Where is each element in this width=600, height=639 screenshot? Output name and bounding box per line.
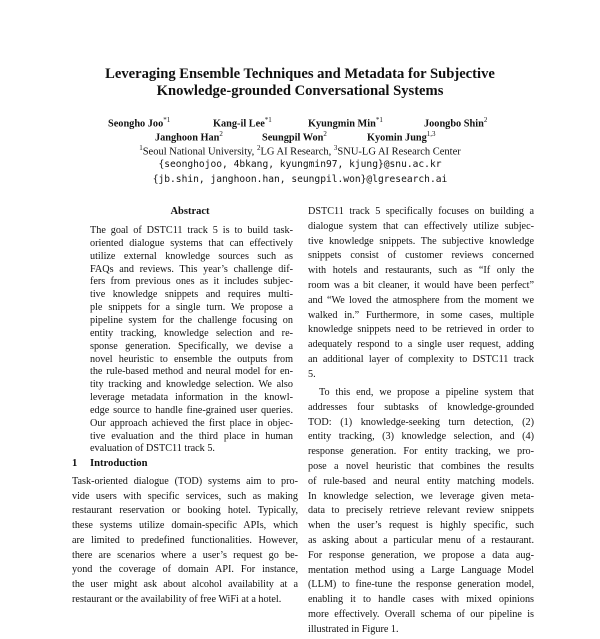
text-line: (LLM) to fine-tune the response generation model, bbox=[308, 579, 534, 591]
text-line: entity tracking, knowledge selection and re- bbox=[90, 327, 293, 339]
text-line: oriented dialogue systems that can effectively bbox=[90, 237, 293, 249]
text-line: data to precisely retrieve relevant review snippets bbox=[308, 505, 534, 517]
text-line: Our approach achieved the first place in objec- bbox=[90, 417, 293, 429]
text-line: pose a novel heuristic that combines the results bbox=[308, 461, 534, 472]
text-line: enabling it to handle cases with mixed opinions bbox=[308, 594, 534, 606]
text-line: when the user’s request is highly specific, such bbox=[308, 520, 534, 532]
email-line-2: {jb.shin, janghoon.han, seungpil.won}@lgresearch.ai bbox=[152, 174, 448, 185]
author: Janghoon Han$^2$ bbox=[155, 130, 223, 144]
text-line: walked in.” Furthermore, in some cases, multiple bbox=[308, 309, 534, 321]
text-line: as asking about a particular menu of a restaurant. bbox=[308, 535, 534, 546]
abstract-heading: Abstract bbox=[170, 206, 210, 217]
text-line: utilize external knowledge sources such as bbox=[90, 250, 293, 262]
text-line: fers from previous ones as it includes subjec- bbox=[90, 276, 293, 288]
text-line: In knowledge selection, we leverage given meta- bbox=[308, 490, 534, 502]
author: Seungpil Won$^2$ bbox=[262, 130, 327, 144]
text-line: ple snippets for a single turn. We propose a bbox=[90, 302, 293, 314]
text-line: vide users with specific services, such as making bbox=[72, 490, 298, 502]
text-line: more effectively. Overall schema of our pipeline is bbox=[308, 609, 534, 620]
text-line: pipeline system for the challenge focusing on bbox=[90, 314, 293, 326]
text-line: addresses four subtasks of knowledge-grounded bbox=[308, 401, 534, 413]
text-line: leverage metadata information in the knowl- bbox=[90, 392, 293, 404]
text-line: evaluation of DSTC11 track 5. bbox=[90, 443, 215, 455]
text-line: tive knowledge snippets and requires multi- bbox=[90, 289, 293, 301]
author: Joongbo Shin$^2$ bbox=[424, 116, 488, 130]
text-line: illustrated in Figure 1. bbox=[308, 623, 399, 635]
text-line: yond the coverage of domain API. For instance, bbox=[72, 564, 298, 576]
text-line: these systems utilize domain-specific APIs, which bbox=[72, 520, 298, 532]
author: Seongho Joo$^{*1}$ bbox=[108, 116, 171, 130]
text-line: FAQs and reviews. This year’s challenge dif- bbox=[90, 263, 293, 275]
text-line: the user might ask about alcohol availability at a bbox=[72, 578, 298, 590]
text-line: To this end, we propose a pipeline system that bbox=[319, 387, 534, 398]
text-line: tive evaluation and the third place in human bbox=[90, 430, 293, 442]
text-line: mentation method using a Large Language Model bbox=[308, 564, 534, 576]
text-line: restaurant reservation or booking hotel. Typically, bbox=[72, 505, 298, 517]
text-line: TOD: (1) knowledge-seeking turn detection, (2) bbox=[308, 416, 534, 428]
paper-title-line-1: Leveraging Ensemble Techniques and Metadata for Subjective bbox=[105, 66, 495, 82]
email-line-1: {seonghojoo, 4bkang, kyungmin97, kjung}@snu.ac.kr bbox=[158, 159, 442, 170]
text-line: dialogue system that can effectively utilize subjec- bbox=[308, 220, 534, 232]
text-line: are limited to predefined functionalities. However, bbox=[72, 534, 298, 546]
text-line: an additional layer of complexity to DSTC11 track bbox=[308, 354, 534, 365]
text-line: and “We loved the atmosphere from the moment we bbox=[308, 294, 534, 306]
text-line: adequately respond to a single user request, adding bbox=[308, 339, 534, 351]
paper-title-line-2: Knowledge-grounded Conversational Systems bbox=[156, 83, 444, 99]
text-line: restaurant or the availability of free WiFi at a hotel. bbox=[72, 593, 282, 605]
text-line: DSTC11 track 5 specifically focuses on building a bbox=[308, 206, 534, 217]
text-line: snippets consist of customer reviews concerned bbox=[308, 250, 534, 262]
text-line: the rule-based method and neural model for en- bbox=[90, 366, 293, 378]
text-line: room was a bit cleaner, it would have been perfect” bbox=[308, 280, 534, 291]
text-line: edge source to handle fine-grained user queries. bbox=[90, 404, 293, 416]
text-line: 5. bbox=[308, 368, 316, 380]
text-line: tive knowledge snippets. The subjective knowledge bbox=[308, 235, 534, 247]
text-line: novel heuristic to ensemble the outputs from bbox=[90, 353, 293, 365]
text-line: response generation. For entity tracking, we pro- bbox=[308, 446, 534, 458]
text-line: of rule-based and neural entity matching models. bbox=[308, 475, 534, 487]
affiliations: $^1$Seoul National University, $^2$LG AI Research, $^3$SNU-LG AI Research Center bbox=[139, 144, 461, 158]
text-line: entity tracking, (3) knowledge selection, and (4) bbox=[308, 431, 534, 443]
text-line: The goal of DSTC11 track 5 is to build task- bbox=[90, 225, 293, 236]
section-heading-introduction: 1 Introduction bbox=[72, 458, 148, 469]
author: Kang-il Lee$^{*1}$ bbox=[213, 116, 272, 130]
text-line: tity tracking and knowledge selection. We also bbox=[90, 379, 293, 391]
text-line: Task-oriented dialogue (TOD) systems aim to pro- bbox=[72, 476, 298, 487]
text-line: sponse generation. Specifically, we devise a bbox=[90, 340, 293, 352]
author: Kyungmin Min$^{*1}$ bbox=[308, 116, 383, 130]
text-line: knowledge snippets need to be retrieved in order to bbox=[308, 324, 534, 336]
text-line: there are scenarios where a user’s request go be- bbox=[72, 549, 298, 561]
author: Kyomin Jung$^{1,3}$ bbox=[367, 130, 436, 144]
text-line: with hotels and restaurants, such as “If only the bbox=[308, 265, 534, 277]
text-line: For response generation, we propose a data aug- bbox=[308, 549, 534, 561]
